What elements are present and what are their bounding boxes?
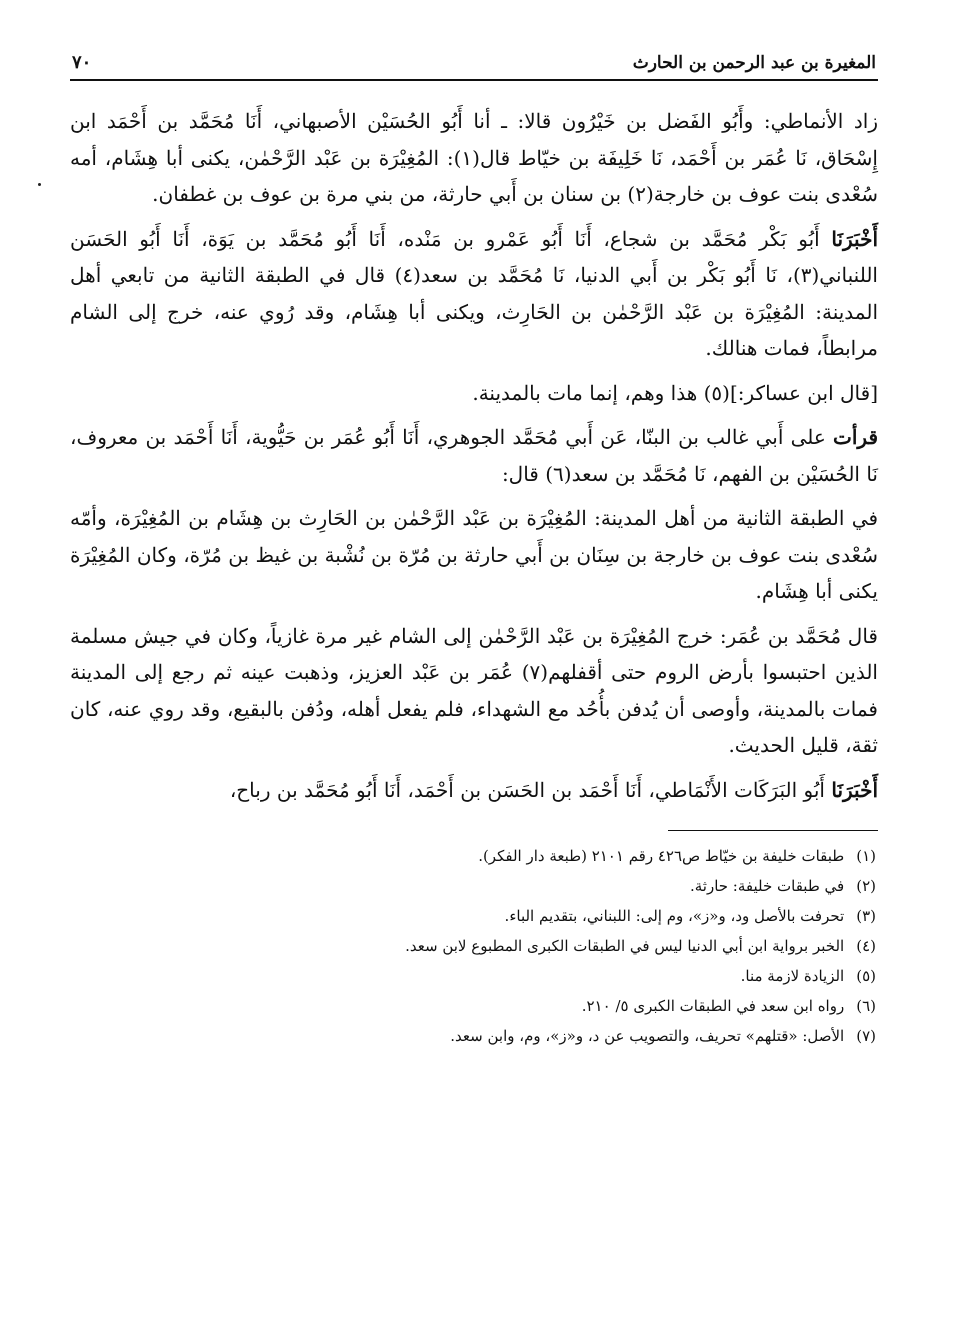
page-number: ٧٠: [72, 52, 92, 73]
paragraph: [70, 618, 878, 764]
main-text: [70, 103, 878, 808]
paragraph-text: على أَبي غالب بن البنّا، عَن أَبي مُحَمَّد الجوهري، أَنَا أَبُو عُمَر بن حَيُّوية، أَنَا أَحْمَد بن معروف، نَا الحُسَيْن بن الفهم، نَا مُحَمَّد بن سعد(٦) قال:: [70, 425, 878, 486]
footnote: [70, 991, 878, 1021]
footnote: [70, 901, 878, 931]
footnote-text: طبقات خليفة بن خيّاط ص٤٢٦ رقم ٢١٠١ (طبعة دار الفكر).: [478, 847, 845, 865]
footnotes: [70, 841, 878, 1051]
footnote-text: في طبقات خليفة: حارثة.: [689, 877, 845, 895]
paragraph-text: في الطبقة الثانية من أهل المدينة: المُغِيْرَة بن عَبْد الرَّحْمٰن بن الحَارِث بن هِشَام بن المُغِيْرَة، وأمّه سُعْدى بنت عوف بن خارجة بن سِنَان بن أَبي حارثة بن مُرّة بن نُشْبة بن غيظ بن مُرّة، وكان المُغِيْرَة يكنى أبا هِشَام.: [70, 506, 878, 603]
lead-word: أَخْبَرَنَا: [831, 777, 878, 802]
running-title: المغيرة بن عبد الرحمن بن الحارث: [632, 53, 876, 73]
footnote-number: (٦): [856, 997, 876, 1015]
footnote: [70, 961, 878, 991]
footnote: [70, 841, 878, 871]
paragraph-text: أَبُو بَكْر مُحَمَّد بن شجاع، أَنَا أَبُو عَمْرو بن مَنْده، أَنَا أَبُو مُحَمَّد بن يَوَة، أَنَا أَبُو الحَسَن اللنباني(٣)، نَا أَبُو بَكْر بن أَبي الدنيا، نَا مُحَمَّد بن سعد(٤) قال في الطبقة الثانية من تابعي أهل المدينة: المُغِيْرَة بن عَبْد الرَّحْمٰن بن الحَارِث، ويكنى أبا هِشَام، وقد رُوي عنه، خرج إلى الشام مرابطاً، فمات هنالك.: [70, 226, 878, 360]
paragraph: [70, 221, 878, 367]
footnote: [70, 931, 878, 961]
paragraph: [70, 419, 878, 492]
paragraph: [70, 500, 878, 610]
footnote-number: (٣): [856, 907, 876, 925]
footnote: [70, 1021, 878, 1051]
footnote-text: الزيادة لازمة منا.: [740, 967, 845, 985]
paragraph-text: زاد الأنماطي: وأَبُو الفَضل بن خَيْرُون قالا: ـ أنا أَبُو الحُسَيْن الأصبهاني، أَنَا مُحَمَّد بن أَحْمَد ابن إِسْحَاق، نَا عُمَر بن أَحْمَد، نَا خَلِيفَة بن خيّاط قال(١): المُغِيْرَة بن عَبْد الرَّحْمٰن، يكنى أبا هِشَام، أمه سُعْدى بنت عوف بن خارجة(٢) بن سنان بن أَبي حارثة، من بني مرة بن عوف بن غطفان.: [70, 109, 878, 206]
paragraph-text: [قال ابن عساكر:](٥) هذا وهم، إنما مات بالمدينة.: [472, 380, 878, 405]
paragraph-text: أَبُو البَرَكَات الأَنْمَاطي، أَنَا أَحْمَد بن الحَسَن بن أَحْمَد، أَنَا أَبُو مُحَمَّد بن رباح،: [229, 777, 825, 802]
footnote-number: (٤): [856, 937, 876, 955]
footnote-number: (١): [856, 847, 876, 865]
paragraph: [70, 375, 878, 412]
footnote-number: (٥): [856, 967, 876, 985]
paragraph: [70, 772, 878, 809]
footnote-number: (٧): [856, 1027, 876, 1045]
lead-word: قرأت: [833, 425, 879, 449]
footnote-number: (٢): [856, 877, 876, 895]
footnote-text: رواه ابن سعد في الطبقات الكبرى ٥/ ٢١٠.: [581, 997, 845, 1015]
margin-speck: [38, 183, 41, 186]
footnote-text: تحرفت بالأصل ود، و«ز»، وم إلى: اللبناني، بتقديم الباء.: [504, 907, 845, 925]
footnote: [70, 871, 878, 901]
paragraph: [70, 103, 878, 213]
lead-word: أَخْبَرَنَا: [831, 226, 878, 251]
page-header: [70, 52, 878, 81]
paragraph-text: قال مُحَمَّد بن عُمَر: خرج المُغِيْرَة بن عَبْد الرَّحْمٰن إلى الشام غير مرة غازياً، وكان في جيش مسلمة الذين احتبسوا بأرض الروم حتى أقفلهم(٧) عُمَر بن عَبْد العزيز، وذهبت عينه ثم رجع إلى المدينة فمات بالمدينة، وأوصى أن يُدفن بأُحُد مع الشهداء، فلم يفعل أهله، ودُفن بالبقيع، وقد روي عنه، كان ثقة، قليل الحديث.: [70, 623, 878, 757]
book-page: [70, 52, 878, 1051]
footnote-text: الخبر برواية ابن أبي الدنيا ليس في الطبقات الكبرى المطبوع لابن سعد.: [405, 937, 845, 955]
footnote-text: الأصل: «قتلهم» تحريف، والتصويب عن د، و«ز»، وم، وابن سعد.: [450, 1027, 845, 1045]
footnote-divider: [668, 830, 878, 831]
